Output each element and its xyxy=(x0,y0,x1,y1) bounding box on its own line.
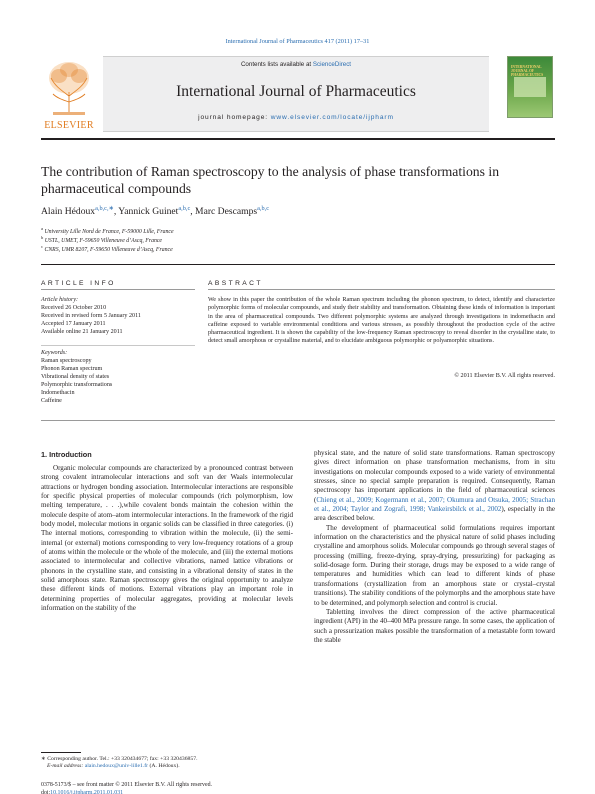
author-name[interactable]: Yannick Guinet xyxy=(118,206,179,218)
journal-masthead xyxy=(41,56,555,132)
article-info-heading: ARTICLE INFO xyxy=(41,280,116,287)
author-name[interactable]: Alain Hédoux xyxy=(41,206,96,218)
history-item: Received 26 October 2010 xyxy=(41,305,107,311)
author-list xyxy=(41,205,269,217)
elsevier-wordmark: ELSEVIER xyxy=(44,120,94,131)
cover-title: INTERNATIONAL JOURNAL OF PHARMACEUTICS xyxy=(511,65,544,77)
keyword: Polymorphic transformations xyxy=(41,382,113,388)
keyword: Caffeine xyxy=(41,398,62,404)
masthead-band xyxy=(103,56,489,132)
affiliation-text: University Lille Nord de France, F-59000 Lille, France xyxy=(44,228,174,235)
history-label: Article history: xyxy=(41,297,79,303)
body-column-left xyxy=(41,464,293,614)
keyword: Indomethacin xyxy=(41,390,75,396)
doi-line xyxy=(41,790,123,794)
body-text: physical state, and the nature of solid state transformations. Raman spectroscopy gives direct information on phase transformation mechanisms, from in situ investigations on molecular compounds exposed to a wide variety of environmental stresses, since no special sample preparation is required. Consequently, Raman spectroscopy has important applications in the field of pharmaceutical sciences ( xyxy=(314,449,555,504)
body-text: ), especially in the area described below. xyxy=(314,505,555,523)
affiliation xyxy=(41,243,173,254)
citation-links[interactable]: Chieng et al., 2009; Kogermann et al., 2007; Okumura and Otsuka, 2005; Strachan et al., 2004; Taylor and Zografi, 1998; Vankeirsbilck et al., 2002 xyxy=(314,495,555,514)
corresponding-author-footnote xyxy=(41,756,293,771)
running-head[interactable]: International Journal of Pharmaceutics 417 (2011) 17–31 xyxy=(225,38,370,45)
abstract-text: We show in this paper the contribution of the whole Raman spectrum including the phonon spectrum, to detect, identify and characterize polymorphic forms of molecular compounds, and study their stability and transformation. Obtaining these kinds of information is important in the area of pharmaceutical compounds. Two different polymorphic systems are analyzed through investigations in indomethacin and caffeine exposed to variable environmental conditions and various stresses, as possibly throughout the production cycle of the active pharmaceutical ingredient. It is shown the capability of the low-frequency Raman spectroscopy to reveal disorder in the crystalline state, to detect small amorphous or crystalline material, and to elucidate ambiguous polymorphic or polyamorphic situations. xyxy=(208,297,555,345)
journal-title[interactable]: International Journal of Pharmaceutics xyxy=(176,83,416,100)
keyword: Vibrational density of states xyxy=(41,374,110,380)
email-suffix: (A. Hédoux). xyxy=(148,763,180,770)
body-paragraph: Tabletting involves the direct compression of the active pharmaceutical ingredient (API) in the 40–400 MPa pressure range. In some cases, the application of such a pressurization makes possible the transformation of a metastable form toward the stable xyxy=(314,607,555,644)
article-info-rule xyxy=(41,289,195,290)
footnote-text: Corresponding author. Tel.: +33 320434677; fax: +33 320436857. xyxy=(47,756,198,762)
keyword: Phonon Raman spectrum xyxy=(41,366,103,372)
doi-link[interactable]: 10.1016/j.ijpharm.2011.01.031 xyxy=(50,790,124,794)
elsevier-logo[interactable] xyxy=(41,56,97,132)
history-item: Available online 21 January 2011 xyxy=(41,329,123,335)
abstract-rule xyxy=(208,289,555,290)
author-affiliation-marker[interactable]: a,b,c,∗ xyxy=(95,205,114,212)
author-affiliation-marker[interactable]: a,b,c xyxy=(257,205,270,212)
email-label: E-mail address: xyxy=(47,763,85,770)
author-separator: , xyxy=(113,206,119,218)
section-divider xyxy=(41,264,555,265)
affiliation-marker: b xyxy=(41,235,44,240)
cover-graphic xyxy=(514,77,546,97)
affiliation-marker: a xyxy=(41,226,43,231)
abstract-heading: ABSTRACT xyxy=(208,280,263,287)
affiliation-text: USTL, UMET, F-59650 Villeneuve d’Ascq, France xyxy=(44,237,163,244)
affiliation-text: CNRS, UMR 8207, F-59650 Villeneuve d’Ascq, France xyxy=(44,246,173,253)
body-column-right xyxy=(314,449,555,645)
masthead-divider xyxy=(41,138,555,140)
journal-homepage xyxy=(103,114,489,121)
keywords-label: Keywords: xyxy=(41,350,68,356)
history-item: Received in revised form 5 January 2011 xyxy=(41,313,141,319)
body-paragraph: The development of pharmaceutical solid formulations requires important information on the characteristics and the physical nature of solid phases including crystalline and amorphous solids. Molecular compounds go through several stages of processing (milling, freeze-drying, spray-drying, pressurizing) for packaging as solid-dosage form. During their storage, drugs may be exposed to a wide range of temperatures and humidities which can lead to different kinds of phase transformations (crystallization from an amorphous state or crystal–crystal transitions). The stability conditions of the polymorphs and the amorphous state have to be determined, and polymorph selection and control is crucial. xyxy=(314,523,555,607)
author-affiliation-marker[interactable]: a,b,c xyxy=(178,205,191,212)
front-matter-divider xyxy=(41,420,555,421)
homepage-link[interactable]: www.elsevier.com/locate/ijpharm xyxy=(270,114,394,121)
journal-cover-image[interactable] xyxy=(507,56,553,118)
author-name[interactable]: Marc Descamps xyxy=(195,206,258,218)
footnote-marker: ∗ xyxy=(41,756,46,762)
doi-prefix: doi: xyxy=(41,790,51,794)
abstract-copyright: © 2011 Elsevier B.V. All rights reserved. xyxy=(454,373,555,379)
contents-availability xyxy=(103,61,489,68)
history-item: Accepted 17 January 2011 xyxy=(41,321,106,327)
section-heading-introduction: 1. Introduction xyxy=(41,450,92,459)
author-separator: , xyxy=(190,206,196,218)
keyword: Raman spectroscopy xyxy=(41,358,92,364)
affiliation-marker: c xyxy=(41,244,43,249)
body-paragraph xyxy=(314,449,555,524)
body-paragraph: Organic molecular compounds are characterized by a pronounced contrast between strong covalent intramolecular interactions and soft van der Waals intermolecular attractions or hydrogen bonding association. Intermolecular interactions are responsible for specific physical properties of molecular compounds (rich polymorphism, low melting temperature, . . .),while covalent bonds maintain the cohesion within the molecule despite of atom–atom intermolecular interactions. In the framework of the rigid body model, molecular motions in organic solids can be classified in three categories. (i) The internal motions, corresponding to vibration within the molecule, (ii) the semi-internal (or external) motions corresponding to very low-frequency rotations of a group of atoms within the molecule or the whole of the molecule, and (iii) the external motions associated to intermolecular and collective vibrations, named lattice vibrations or phonons in the crystalline state, and consisting in a vibrational density of states in the solid amorphous state. Raman spectroscopy gives the original opportunity to analyze these different kinds of motions. External vibrations play an important role in determining properties of molecular aggregates, providing at molecular levels information on the stability of the xyxy=(41,464,293,613)
article-title: The contribution of Raman spectroscopy to the analysis of phase transformations in pharmaceutical compounds xyxy=(41,164,500,196)
contents-prefix: Contents lists available at xyxy=(240,61,313,68)
keywords-rule xyxy=(41,345,195,346)
email-link[interactable]: alain.hedoux@univ-lille1.fr xyxy=(84,763,149,770)
sciencedirect-link[interactable]: ScienceDirect xyxy=(312,61,352,68)
footnote-rule xyxy=(41,752,81,753)
issn-line: 0378-5173/$ – see front matter © 2011 Elsevier B.V. All rights reserved. xyxy=(41,782,213,788)
homepage-prefix: journal homepage: xyxy=(198,114,271,121)
